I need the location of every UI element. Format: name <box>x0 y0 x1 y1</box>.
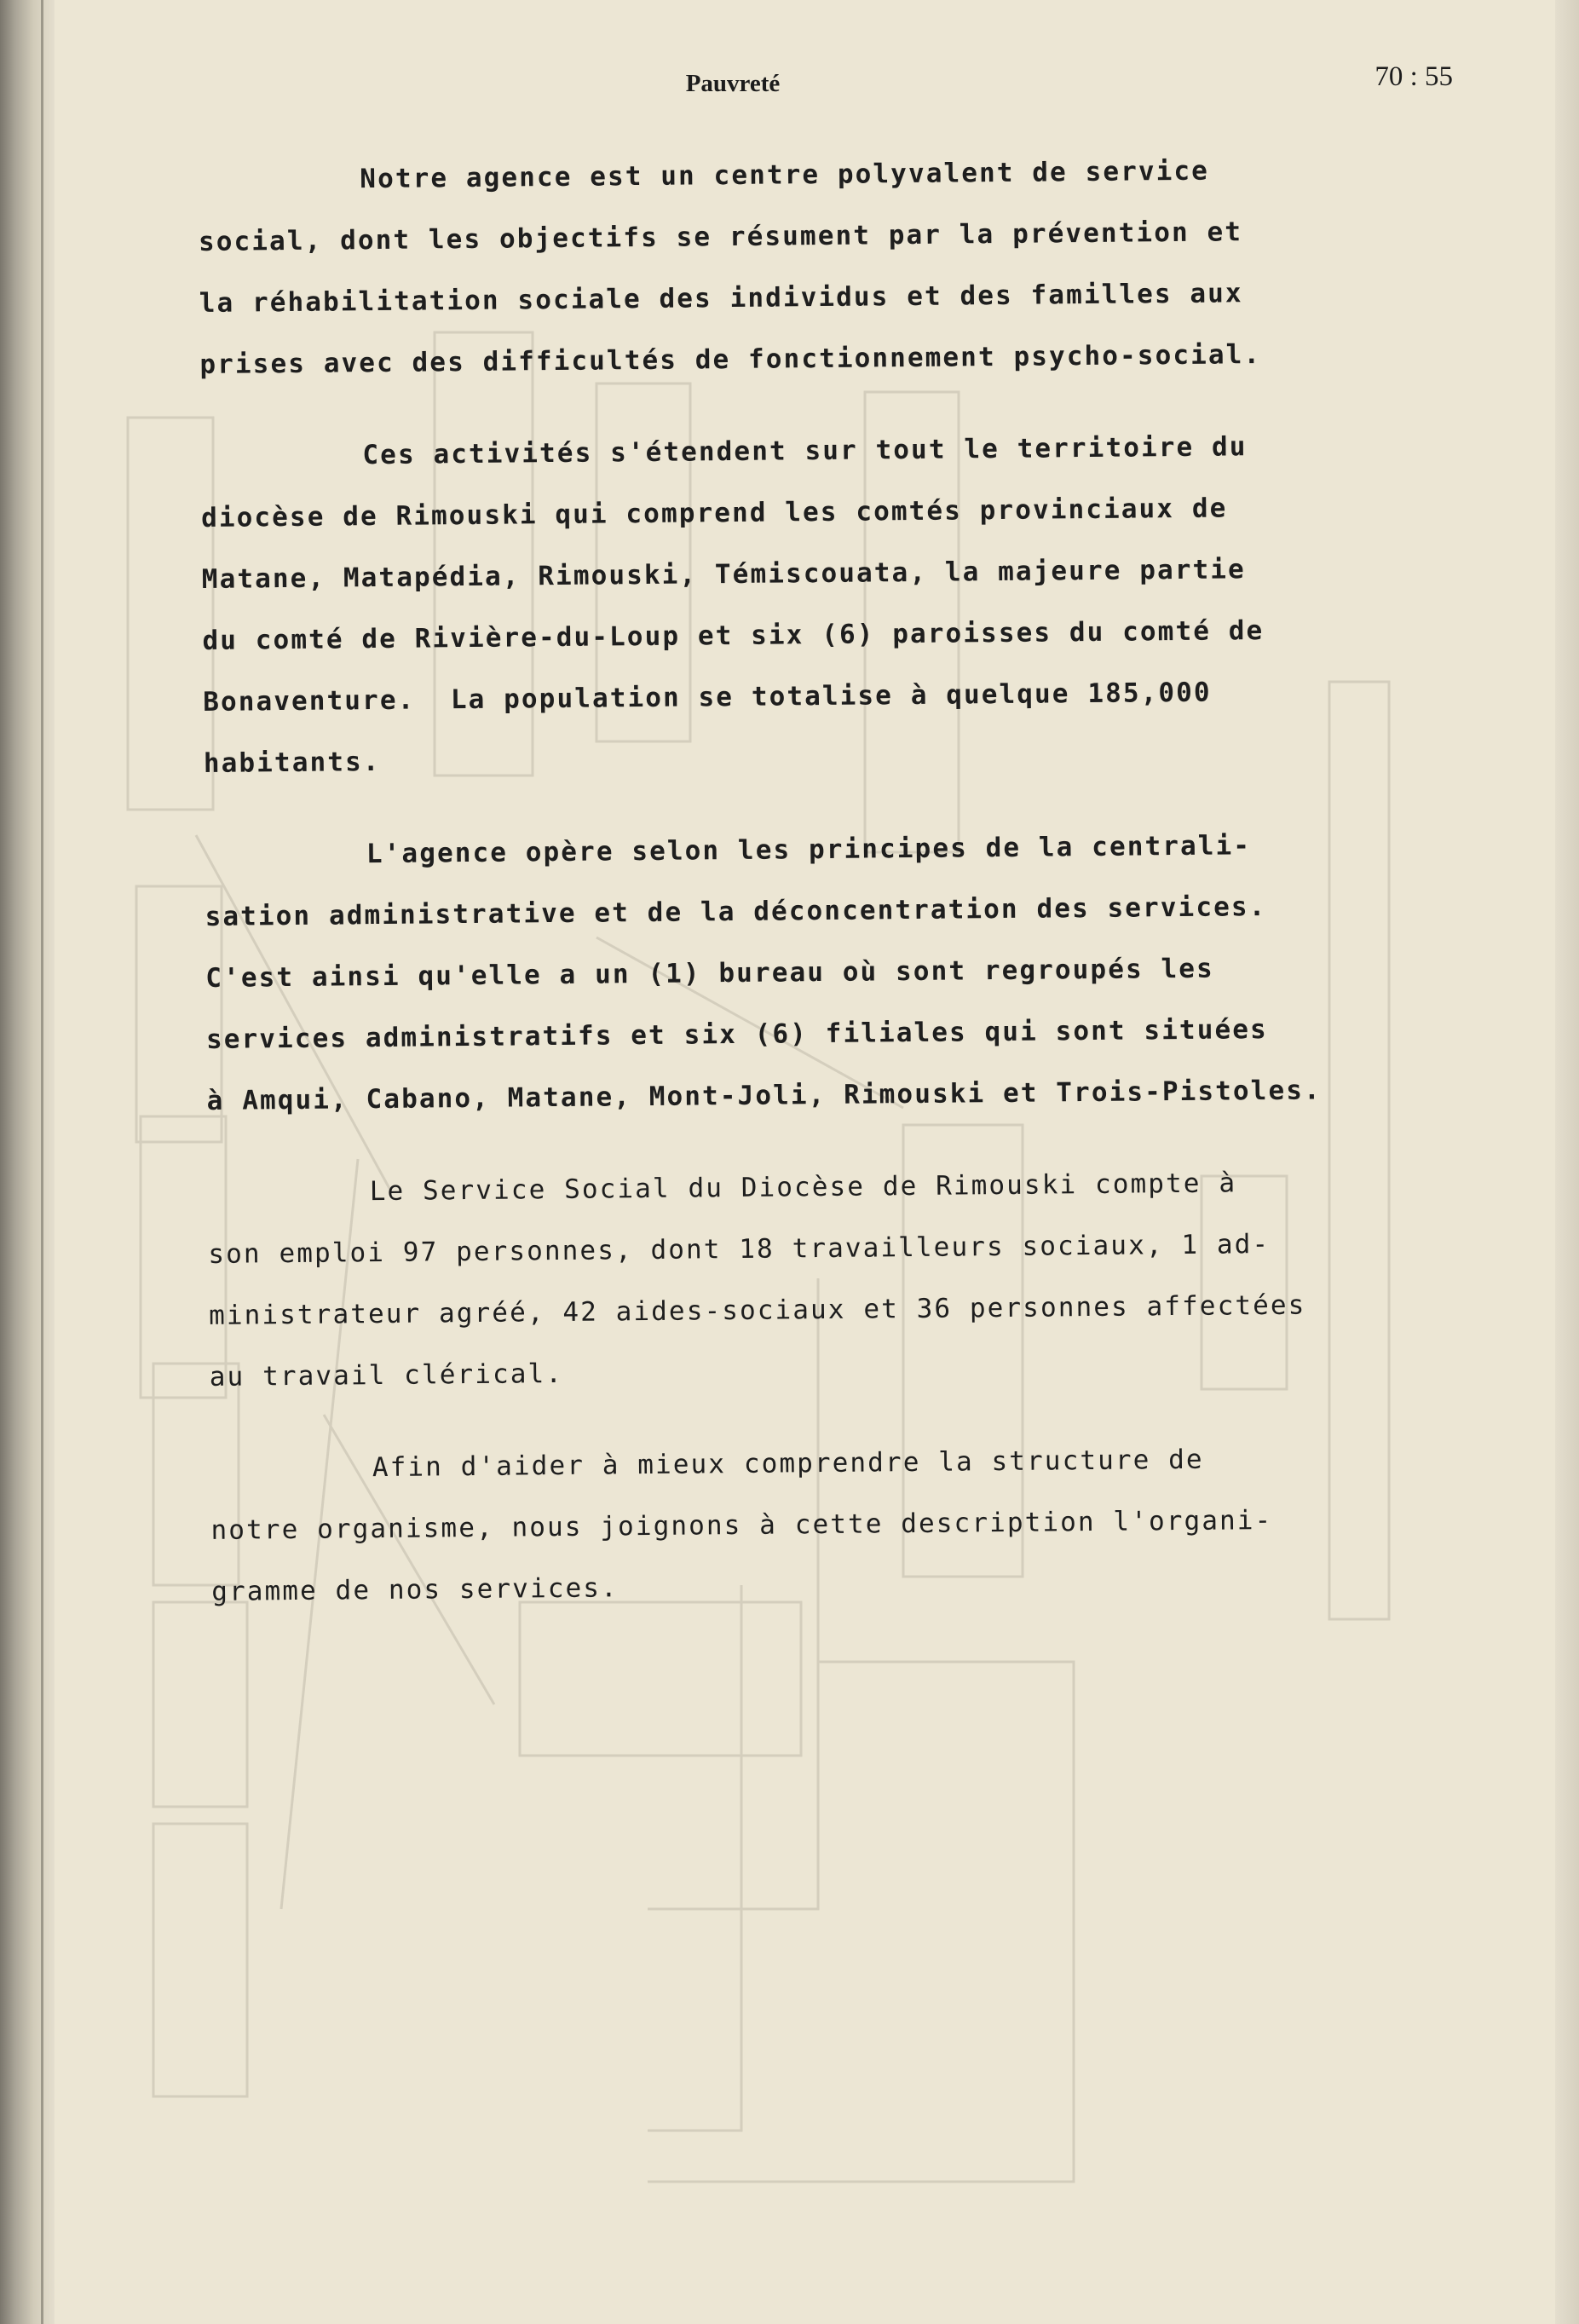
text-line: diocèse de Rimouski qui comprend les comtés provinciaux de <box>200 493 1228 533</box>
text-line: sation administrative et de la déconcentration des services. <box>205 891 1267 932</box>
text-line: Matane, Matapédia, Rimouski, Témiscouata, la majeure partie <box>201 554 1247 595</box>
text-line: la réhabilitation sociale des individus et des familles aux <box>199 278 1243 319</box>
text-line: son emploi 97 personnes, dont 18 travailleurs sociaux, 1 ad- <box>208 1228 1271 1270</box>
binding-line <box>41 0 43 2324</box>
paragraph-territory <box>200 415 1397 794</box>
paragraph-organisation <box>205 814 1400 1132</box>
text-line: L'agence opère selon les principes de la centrali- <box>366 830 1252 870</box>
text-line: Le Service Social du Diocèse de Rimouski compte à <box>369 1168 1237 1208</box>
text-line: prises avec des difficultés de fonctionnement psycho-social. <box>199 339 1262 380</box>
text-line: du comté de Rivière-du-Loup et six (6) paroisses du comté de <box>202 615 1265 656</box>
text-line: Bonaventure. La population se totalise à quelque 185,000 <box>203 677 1212 718</box>
text-line: habitants. <box>203 746 381 779</box>
ghost-connector <box>648 1662 1074 2182</box>
page-binding <box>0 0 55 2324</box>
ghost-connector <box>648 1585 741 2131</box>
text-line: C'est ainsi qu'elle a un (1) bureau où sont regroupés les <box>205 953 1214 994</box>
text-line: notre organisme, nous joignons à cette description l'organi- <box>210 1504 1273 1546</box>
text-line: social, dont les objectifs se résument par la prévention et <box>198 216 1243 257</box>
page-number: 70 : 55 <box>1374 61 1453 92</box>
text-line: Notre agence est un centre polyvalent de service <box>360 155 1210 195</box>
text-line: gramme de nos services. <box>211 1572 619 1607</box>
paragraph-organigram-note <box>210 1427 1405 1622</box>
text-line: Afin d'aider à mieux comprendre la structure de <box>372 1444 1204 1484</box>
running-head: Pauvreté <box>685 70 781 97</box>
text-line: Ces activités s'étendent sur tout le territoire du <box>362 431 1248 471</box>
text-line: à Amqui, Cabano, Matane, Mont-Joli, Rimouski et Trois-Pistoles. <box>206 1075 1322 1116</box>
body-text <box>198 139 1405 1653</box>
text-line: services administratifs et six (6) filiales qui sont situées <box>205 1013 1268 1055</box>
text-line: ministrateur agréé, 42 aides-sociaux et 36 personnes affectées <box>208 1289 1306 1331</box>
paragraph-staff <box>207 1151 1403 1408</box>
ghost-box <box>153 1824 247 2096</box>
paragraph-agency-mission <box>198 139 1393 395</box>
page-right-edge <box>1555 0 1579 2324</box>
text-line: au travail clérical. <box>209 1358 564 1393</box>
